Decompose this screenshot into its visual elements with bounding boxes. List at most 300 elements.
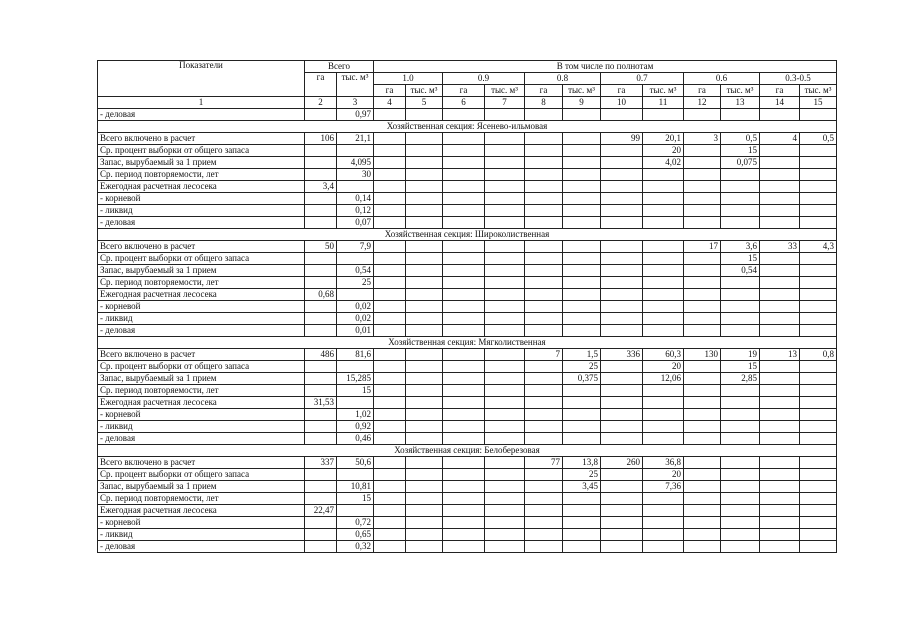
table-cell (800, 145, 837, 157)
table-cell (305, 517, 337, 529)
table-cell (643, 169, 684, 181)
row-label: Ср. процент выборки от общего запаса (98, 253, 305, 265)
table-row (98, 193, 837, 205)
table-cell: 106 (305, 133, 337, 145)
table-cell (800, 169, 837, 181)
table-cell (800, 481, 837, 493)
table-cell (563, 409, 601, 421)
table-cell (643, 397, 684, 409)
table-cell: 7 (525, 349, 563, 361)
table-cell (525, 217, 563, 229)
table-cell (443, 169, 485, 181)
table-cell (525, 145, 563, 157)
table-cell (525, 277, 563, 289)
table-cell (374, 505, 406, 517)
table-cell (601, 181, 643, 193)
table-cell (485, 253, 525, 265)
table-cell: 21,1 (337, 133, 374, 145)
table-cell (601, 373, 643, 385)
table-cell (485, 133, 525, 145)
table-cell: 0,375 (563, 373, 601, 385)
subheader-volume: тыс. м³ (721, 85, 760, 97)
table-cell (305, 193, 337, 205)
table-cell (800, 325, 837, 337)
table-cell (485, 505, 525, 517)
section-row (98, 229, 837, 241)
table-cell (406, 157, 443, 169)
table-cell (760, 361, 800, 373)
table-cell (443, 361, 485, 373)
table-cell (601, 469, 643, 481)
table-cell (643, 493, 684, 505)
table-cell (684, 193, 721, 205)
table-cell (643, 301, 684, 313)
table-cell (525, 193, 563, 205)
table-cell (684, 505, 721, 517)
table-cell (601, 325, 643, 337)
subheader-ha: га (443, 85, 485, 97)
table-cell (684, 481, 721, 493)
table-cell (485, 433, 525, 445)
table-cell (406, 433, 443, 445)
table-cell (525, 205, 563, 217)
table-cell (760, 265, 800, 277)
table-row (98, 313, 837, 325)
column-number: 6 (443, 97, 485, 109)
table-cell (643, 541, 684, 553)
table-cell: 3,4 (305, 181, 337, 193)
table-cell (485, 421, 525, 433)
section-row (98, 121, 837, 133)
table-cell (305, 253, 337, 265)
table-cell (525, 493, 563, 505)
table-row (98, 397, 837, 409)
table-cell (721, 169, 760, 181)
column-number: 14 (760, 97, 800, 109)
table-cell (643, 193, 684, 205)
table-cell (406, 205, 443, 217)
subheader-volume: тыс. м³ (485, 85, 525, 97)
table-cell (443, 241, 485, 253)
table-cell (721, 469, 760, 481)
table-cell (684, 517, 721, 529)
table-cell (684, 469, 721, 481)
table-cell (406, 541, 443, 553)
row-label: Запас, вырубаемый за 1 прием (98, 481, 305, 493)
table-cell (684, 169, 721, 181)
table-cell: 0,54 (721, 265, 760, 277)
table-cell (601, 481, 643, 493)
table-cell (443, 265, 485, 277)
table-cell (406, 277, 443, 289)
column-number: 15 (800, 97, 837, 109)
table-cell (443, 421, 485, 433)
table-cell (305, 529, 337, 541)
table-cell (800, 541, 837, 553)
row-label: - корневой (98, 409, 305, 421)
table-cell (721, 397, 760, 409)
table-cell (563, 313, 601, 325)
table-cell (563, 253, 601, 265)
table-cell: 36,8 (643, 457, 684, 469)
table-cell (684, 325, 721, 337)
table-cell (485, 529, 525, 541)
table-cell: 0,14 (337, 193, 374, 205)
table-cell (485, 277, 525, 289)
table-header (98, 61, 837, 109)
table-cell (374, 349, 406, 361)
table-cell (374, 541, 406, 553)
table-cell (721, 457, 760, 469)
table-cell (485, 325, 525, 337)
table-cell (374, 193, 406, 205)
table-cell (800, 529, 837, 541)
table-cell (406, 325, 443, 337)
table-cell (443, 289, 485, 301)
table-cell: 20,1 (643, 133, 684, 145)
row-label: - ликвид (98, 529, 305, 541)
header-total-ha: га (305, 73, 337, 97)
table-cell: 30 (337, 169, 374, 181)
table-cell (800, 457, 837, 469)
table-cell: 0,92 (337, 421, 374, 433)
table-cell (305, 325, 337, 337)
table-cell (563, 325, 601, 337)
table-cell: 15 (337, 493, 374, 505)
table-cell (443, 349, 485, 361)
subheader-volume: тыс. м³ (800, 85, 837, 97)
table-cell: 1,5 (563, 349, 601, 361)
subheader-ha: га (374, 85, 406, 97)
table-cell (525, 325, 563, 337)
table-cell: 22,47 (305, 505, 337, 517)
table-cell (406, 145, 443, 157)
table-cell: 81,6 (337, 349, 374, 361)
table-cell (337, 145, 374, 157)
table-cell (601, 409, 643, 421)
column-number: 8 (525, 97, 563, 109)
table-cell (485, 361, 525, 373)
table-cell (443, 529, 485, 541)
row-label: - деловая (98, 433, 305, 445)
table-cell (760, 145, 800, 157)
table-cell: 3,45 (563, 481, 601, 493)
table-cell (337, 181, 374, 193)
table-cell (485, 457, 525, 469)
row-label: - деловая (98, 109, 305, 121)
table-cell (721, 193, 760, 205)
table-row (98, 253, 837, 265)
table-cell (563, 385, 601, 397)
table-cell: 33 (760, 241, 800, 253)
table-cell (601, 421, 643, 433)
table-cell (800, 205, 837, 217)
table-cell (485, 169, 525, 181)
table-cell: 25 (563, 469, 601, 481)
table-cell (601, 313, 643, 325)
table-cell (563, 289, 601, 301)
table-cell (406, 493, 443, 505)
table-cell (800, 289, 837, 301)
table-cell (684, 421, 721, 433)
table-cell (305, 265, 337, 277)
table-cell: 0,01 (337, 325, 374, 337)
table-cell: 12,06 (643, 373, 684, 385)
table-cell (643, 217, 684, 229)
row-label: Ежегодная расчетная лесосека (98, 397, 305, 409)
table-cell (563, 277, 601, 289)
table-cell (406, 409, 443, 421)
table-cell (406, 301, 443, 313)
table-cell (337, 469, 374, 481)
table-row (98, 145, 837, 157)
table-cell (406, 505, 443, 517)
table-cell (485, 181, 525, 193)
table-cell (374, 409, 406, 421)
table-cell (601, 205, 643, 217)
table-cell (601, 145, 643, 157)
table-cell (601, 541, 643, 553)
table-cell (760, 541, 800, 553)
table-cell (721, 181, 760, 193)
table-body (98, 109, 837, 553)
section-title: Хозяйственная секция: Широколиственная (98, 229, 837, 241)
table-cell (485, 481, 525, 493)
table-cell: 15 (721, 145, 760, 157)
table-cell (525, 133, 563, 145)
table-cell (443, 253, 485, 265)
table-cell (643, 253, 684, 265)
table-cell (443, 181, 485, 193)
table-cell (643, 409, 684, 421)
table-cell (601, 109, 643, 121)
table-cell (485, 193, 525, 205)
table-cell (443, 397, 485, 409)
table-cell (563, 181, 601, 193)
table-cell (601, 385, 643, 397)
table-cell (760, 193, 800, 205)
table-row (98, 277, 837, 289)
table-cell (374, 529, 406, 541)
row-label: - деловая (98, 217, 305, 229)
table-cell (601, 277, 643, 289)
column-number: 7 (485, 97, 525, 109)
table-cell (684, 145, 721, 157)
table-row (98, 301, 837, 313)
table-cell (760, 373, 800, 385)
table-row (98, 541, 837, 553)
table-cell (406, 253, 443, 265)
table-cell (800, 181, 837, 193)
table-cell (305, 217, 337, 229)
column-number: 2 (305, 97, 337, 109)
table-cell (374, 241, 406, 253)
table-cell (643, 529, 684, 541)
table-cell (721, 433, 760, 445)
table-cell (800, 253, 837, 265)
table-cell: 25 (563, 361, 601, 373)
table-cell (443, 541, 485, 553)
table-cell (684, 217, 721, 229)
table-cell (684, 277, 721, 289)
row-label: - деловая (98, 325, 305, 337)
subheader-volume: тыс. м³ (643, 85, 684, 97)
table-cell (684, 205, 721, 217)
table-cell: 0,68 (305, 289, 337, 301)
row-label: Всего включено в расчет (98, 457, 305, 469)
table-cell (684, 385, 721, 397)
table-cell (563, 493, 601, 505)
table-cell (374, 109, 406, 121)
table-cell: 19 (721, 349, 760, 361)
table-cell (601, 433, 643, 445)
table-cell (760, 181, 800, 193)
table-cell (643, 277, 684, 289)
table-cell (485, 409, 525, 421)
row-label: Ср. процент выборки от общего запаса (98, 145, 305, 157)
table-cell: 337 (305, 457, 337, 469)
table-cell (684, 265, 721, 277)
table-cell (563, 193, 601, 205)
table-cell (643, 241, 684, 253)
table-cell (563, 397, 601, 409)
table-cell (485, 313, 525, 325)
table-cell (601, 253, 643, 265)
table-cell (485, 145, 525, 157)
table-cell (374, 169, 406, 181)
table-cell (525, 481, 563, 493)
table-cell: 0,46 (337, 433, 374, 445)
table-cell (485, 541, 525, 553)
table-cell (525, 109, 563, 121)
table-cell (563, 421, 601, 433)
table-row (98, 241, 837, 253)
table-cell (760, 493, 800, 505)
table-cell (406, 217, 443, 229)
table-cell (406, 397, 443, 409)
table-cell (443, 301, 485, 313)
row-label: Ежегодная расчетная лесосека (98, 505, 305, 517)
table-cell: 0,8 (800, 349, 837, 361)
table-cell (760, 397, 800, 409)
density-group-header: 1.0 (374, 73, 443, 85)
table-cell (406, 517, 443, 529)
table-cell (760, 157, 800, 169)
table-cell (601, 517, 643, 529)
table-cell: 0,5 (800, 133, 837, 145)
table-cell (760, 169, 800, 181)
table-cell: 17 (684, 241, 721, 253)
table-cell (443, 493, 485, 505)
row-label: Ср. процент выборки от общего запаса (98, 361, 305, 373)
table-cell (601, 289, 643, 301)
table-cell (721, 289, 760, 301)
row-label: Запас, вырубаемый за 1 прием (98, 265, 305, 277)
table-cell (443, 313, 485, 325)
table-cell (305, 361, 337, 373)
table-cell: 0,02 (337, 301, 374, 313)
table-cell (374, 181, 406, 193)
table-cell (760, 325, 800, 337)
column-number: 1 (98, 97, 305, 109)
table-cell: 20 (643, 361, 684, 373)
table-cell (721, 481, 760, 493)
table-cell: 7,36 (643, 481, 684, 493)
table-cell (485, 301, 525, 313)
table-cell (760, 205, 800, 217)
table-cell (800, 397, 837, 409)
table-cell (485, 265, 525, 277)
table-cell: 25 (337, 277, 374, 289)
table-cell (443, 217, 485, 229)
table-cell (443, 373, 485, 385)
table-cell (374, 397, 406, 409)
table-cell (305, 469, 337, 481)
table-cell (406, 349, 443, 361)
table-cell (485, 349, 525, 361)
table-cell: 13,8 (563, 457, 601, 469)
table-cell (406, 241, 443, 253)
row-label: Всего включено в расчет (98, 133, 305, 145)
row-label: Ср. период повторяемости, лет (98, 169, 305, 181)
table-cell: 336 (601, 349, 643, 361)
table-cell (684, 289, 721, 301)
table-row (98, 493, 837, 505)
table-cell (406, 289, 443, 301)
table-cell (406, 469, 443, 481)
row-label: Всего включено в расчет (98, 349, 305, 361)
table-cell (406, 385, 443, 397)
table-cell (406, 421, 443, 433)
table-cell (601, 193, 643, 205)
table-cell: 10,81 (337, 481, 374, 493)
table-cell (525, 253, 563, 265)
table-cell (374, 493, 406, 505)
table-cell: 50,6 (337, 457, 374, 469)
table-cell (374, 205, 406, 217)
table-cell (800, 301, 837, 313)
table-cell (721, 517, 760, 529)
subheader-ha: га (525, 85, 563, 97)
section-row (98, 337, 837, 349)
table-cell (406, 169, 443, 181)
table-cell (406, 373, 443, 385)
table-cell (684, 373, 721, 385)
table-cell (684, 361, 721, 373)
table-cell (485, 109, 525, 121)
table-cell (800, 277, 837, 289)
table-cell (406, 265, 443, 277)
table-row (98, 469, 837, 481)
table-cell (525, 529, 563, 541)
table-cell (406, 133, 443, 145)
density-group-header: 0.9 (443, 73, 525, 85)
table-cell (601, 241, 643, 253)
table-cell (443, 517, 485, 529)
table-cell (563, 517, 601, 529)
table-cell (760, 217, 800, 229)
table-cell (563, 205, 601, 217)
table-cell: 3 (684, 133, 721, 145)
table-cell: 15 (721, 253, 760, 265)
header-total: Всего (305, 61, 374, 73)
density-group-header: 0.8 (525, 73, 601, 85)
table-cell (525, 373, 563, 385)
table-cell (525, 469, 563, 481)
table-cell: 4,3 (800, 241, 837, 253)
density-group-header: 0.6 (684, 73, 760, 85)
table-row (98, 481, 837, 493)
